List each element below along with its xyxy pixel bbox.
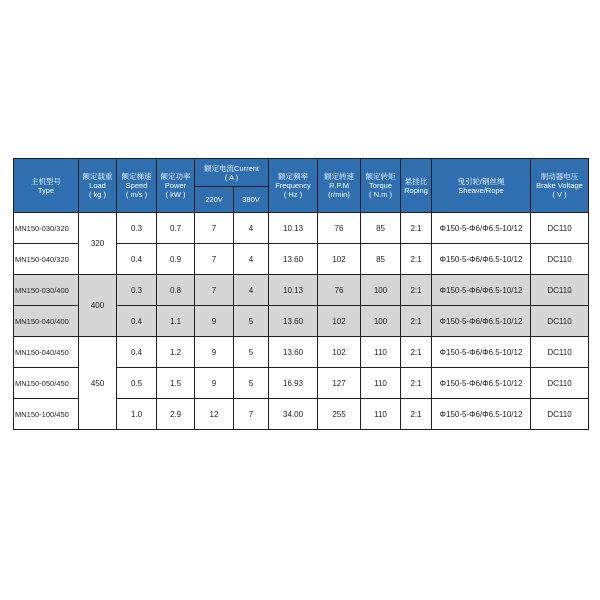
cell-roping: 2:1 (401, 337, 432, 368)
cell-type: MN150-050/450 (14, 368, 79, 399)
header-brake: 制动器电压 Brake Voltage ( V ) (531, 159, 589, 213)
table-row (14, 275, 589, 306)
cell-load: 400 (79, 275, 117, 337)
cell-frequency: 10.13 (269, 213, 318, 244)
cell-rpm: 102 (318, 337, 361, 368)
cell-power: 0.7 (157, 213, 195, 244)
cell-current-220v: 7 (195, 275, 234, 306)
cell-current-380v: 4 (234, 244, 269, 275)
cell-frequency: 13.60 (269, 306, 318, 337)
cell-torque: 85 (361, 213, 401, 244)
cell-current-220v: 9 (195, 368, 234, 399)
header-speed: 额定梯速 Speed ( m/s ) (117, 159, 157, 213)
spec-table (13, 158, 589, 430)
cell-torque: 100 (361, 306, 401, 337)
cell-type: MN150-040/400 (14, 306, 79, 337)
cell-current-380v: 7 (234, 399, 269, 430)
header-roping: 悬挂比 Roping (401, 159, 432, 213)
cell-speed: 0.4 (117, 244, 157, 275)
cell-sheave: Φ150-5-Φ6/Φ6.5-10/12 (432, 337, 531, 368)
cell-speed: 0.3 (117, 213, 157, 244)
header-torque: 额定转矩 Torque ( N.m ) (361, 159, 401, 213)
cell-sheave: Φ150-5-Φ6/Φ6.5-10/12 (432, 244, 531, 275)
cell-roping: 2:1 (401, 275, 432, 306)
cell-roping: 2:1 (401, 399, 432, 430)
cell-rpm: 127 (318, 368, 361, 399)
header-rpm: 额定转速 R.P.M (r/min) (318, 159, 361, 213)
cell-rpm: 76 (318, 213, 361, 244)
cell-current-220v: 7 (195, 244, 234, 275)
cell-torque: 85 (361, 244, 401, 275)
cell-sheave: Φ150-5-Φ6/Φ6.5-10/12 (432, 399, 531, 430)
cell-speed: 0.4 (117, 306, 157, 337)
cell-type: MN150-100/450 (14, 399, 79, 430)
header-type: 主机型号 Type (14, 159, 79, 213)
cell-current-220v: 9 (195, 337, 234, 368)
cell-current-380v: 5 (234, 368, 269, 399)
table-row (14, 213, 589, 244)
cell-power: 1.2 (157, 337, 195, 368)
cell-frequency: 10.13 (269, 275, 318, 306)
cell-sheave: Φ150-5-Φ6/Φ6.5-10/12 (432, 306, 531, 337)
header-current-380v: 380V (234, 187, 269, 213)
cell-speed: 0.4 (117, 337, 157, 368)
cell-frequency: 13.60 (269, 244, 318, 275)
header-power: 额定功率 Power ( kW ) (157, 159, 195, 213)
cell-brake: DC110 (531, 306, 589, 337)
cell-speed: 0.5 (117, 368, 157, 399)
cell-brake: DC110 (531, 399, 589, 430)
cell-torque: 110 (361, 399, 401, 430)
cell-rpm: 255 (318, 399, 361, 430)
table-row (14, 337, 589, 368)
cell-power: 0.9 (157, 244, 195, 275)
cell-current-380v: 5 (234, 337, 269, 368)
cell-roping: 2:1 (401, 368, 432, 399)
cell-roping: 2:1 (401, 244, 432, 275)
cell-frequency: 34.00 (269, 399, 318, 430)
cell-type: MN150-030/400 (14, 275, 79, 306)
cell-power: 0.8 (157, 275, 195, 306)
cell-sheave: Φ150-5-Φ6/Φ6.5-10/12 (432, 213, 531, 244)
cell-rpm: 76 (318, 275, 361, 306)
cell-sheave: Φ150-5-Φ6/Φ6.5-10/12 (432, 275, 531, 306)
cell-type: MN150-040/450 (14, 337, 79, 368)
cell-current-220v: 7 (195, 213, 234, 244)
cell-roping: 2:1 (401, 213, 432, 244)
cell-brake: DC110 (531, 337, 589, 368)
cell-brake: DC110 (531, 213, 589, 244)
cell-load: 320 (79, 213, 117, 275)
header-sheave: 曳引轮/钢丝绳 Sheave/Rope (432, 159, 531, 213)
cell-current-220v: 9 (195, 306, 234, 337)
cell-frequency: 13.60 (269, 337, 318, 368)
cell-torque: 100 (361, 275, 401, 306)
cell-sheave: Φ150-5-Φ6/Φ6.5-10/12 (432, 368, 531, 399)
cell-brake: DC110 (531, 275, 589, 306)
cell-rpm: 102 (318, 244, 361, 275)
cell-current-380v: 4 (234, 213, 269, 244)
header-frequency: 额定频率 Frequency ( Hz ) (269, 159, 318, 213)
cell-current-380v: 4 (234, 275, 269, 306)
cell-rpm: 102 (318, 306, 361, 337)
cell-type: MN150-040/320 (14, 244, 79, 275)
cell-current-220v: 12 (195, 399, 234, 430)
cell-brake: DC110 (531, 244, 589, 275)
cell-power: 1.5 (157, 368, 195, 399)
cell-power: 2.9 (157, 399, 195, 430)
cell-speed: 0.3 (117, 275, 157, 306)
header-current-220v: 220V (195, 187, 234, 213)
cell-load: 450 (79, 337, 117, 430)
header-current: 额定电流Current ( A ) (195, 159, 269, 187)
cell-current-380v: 5 (234, 306, 269, 337)
cell-roping: 2:1 (401, 306, 432, 337)
cell-frequency: 16.93 (269, 368, 318, 399)
cell-torque: 110 (361, 368, 401, 399)
cell-speed: 1.0 (117, 399, 157, 430)
cell-brake: DC110 (531, 368, 589, 399)
header-load: 额定载重 Load ( kg ) (79, 159, 117, 213)
cell-torque: 110 (361, 337, 401, 368)
cell-type: MN150-030/320 (14, 213, 79, 244)
cell-power: 1.1 (157, 306, 195, 337)
